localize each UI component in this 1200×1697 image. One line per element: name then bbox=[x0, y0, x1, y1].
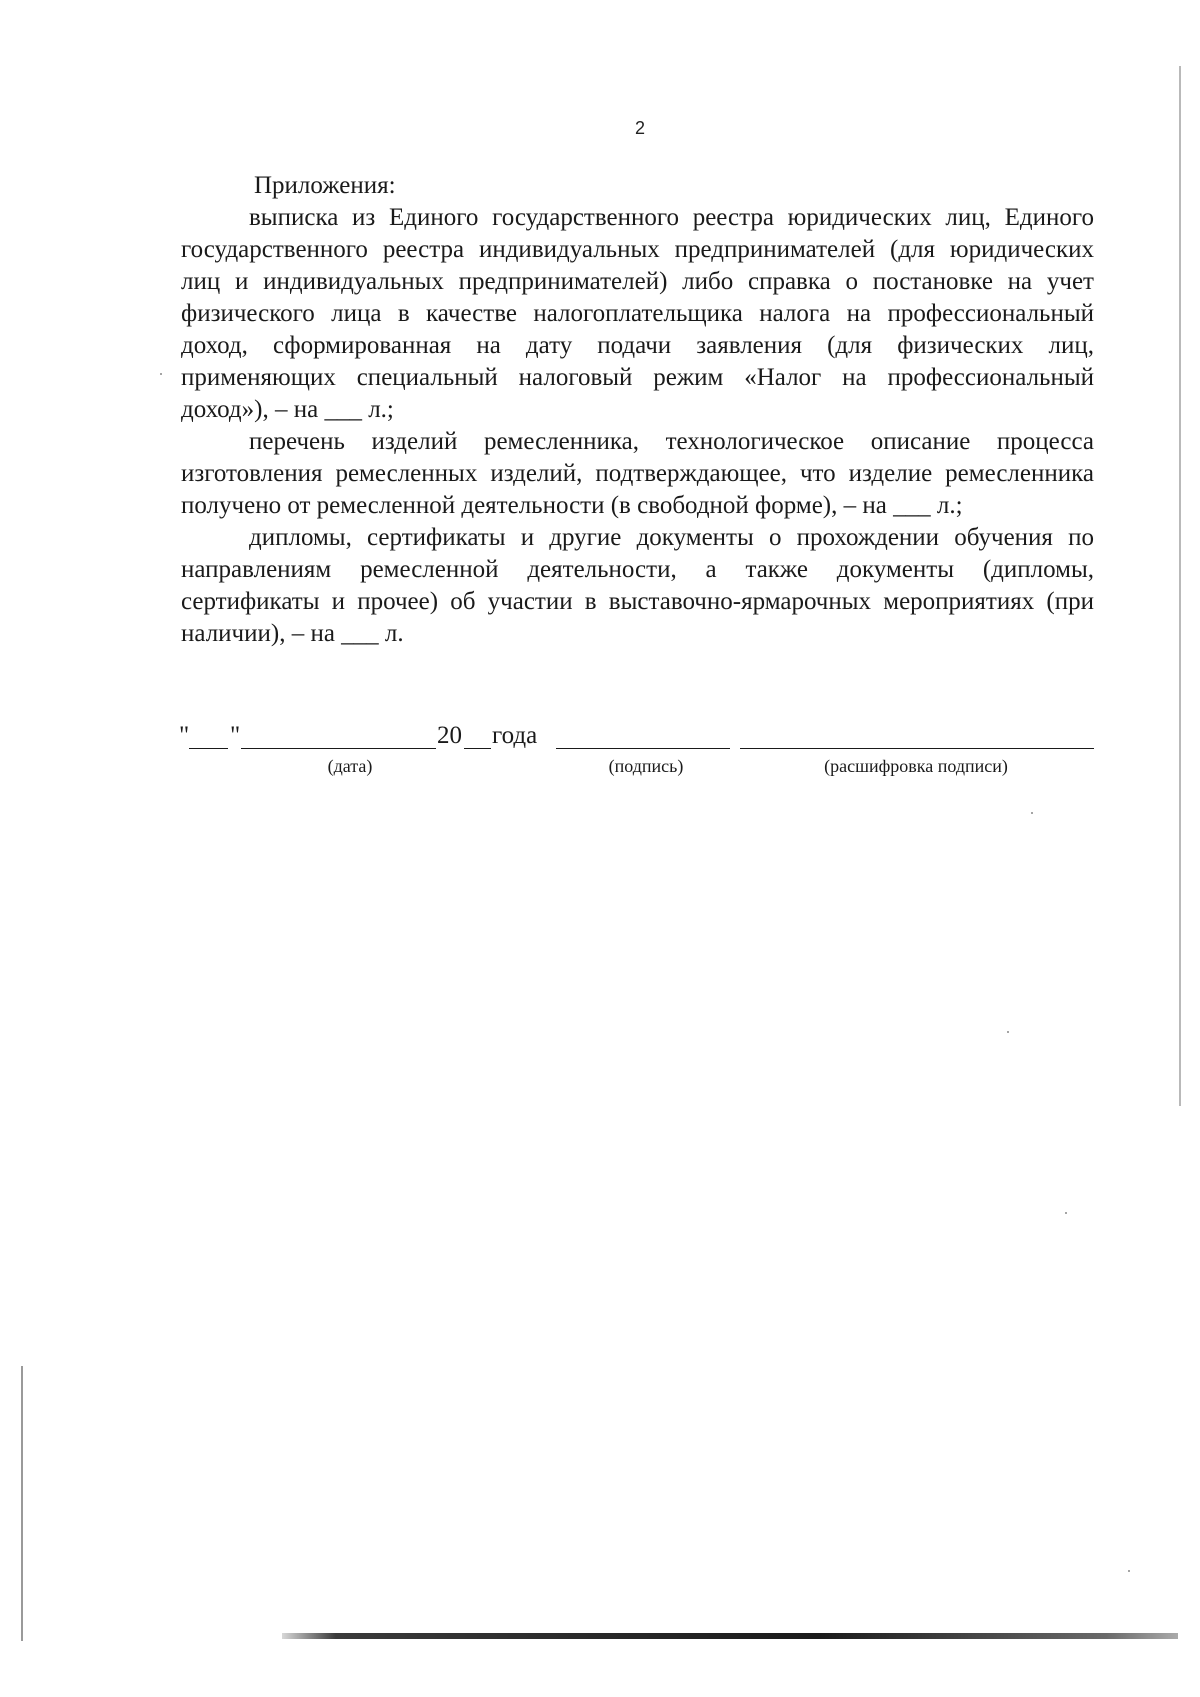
day-blank bbox=[189, 748, 228, 749]
date-caption: (дата) bbox=[327, 756, 373, 776]
page-number: 2 bbox=[634, 118, 645, 138]
year-suffix: года bbox=[492, 722, 538, 749]
appendix-item-diplomas: дипломы, сертификаты и другие документы о прохождении обучения по направлениям ремесленной деятельности, а также документы (дипломы, сертификаты и прочее) об участии в выставочно-ярмарочных мероприятиях (при наличии), – на ___ л. bbox=[181, 524, 1094, 647]
appendix-item-registry-extract: выписка из Единого государственного реестра юридических лиц, Единого государственного реестра индивидуальных предпринимателей (для юридических лиц и индивидуальных предпринимателей) либо справка о постановке на учет физического лица в качестве налогоплательщика налога на профессиональный доход, сформированная на дату подачи заявления (для физических лиц, применяющих специальный налоговый режим «Налог на профессиональный доход»), – на ___ л.; bbox=[181, 204, 1094, 423]
scan-speck bbox=[160, 373, 162, 375]
signature-caption: (подпись) bbox=[608, 756, 684, 776]
appendix-section bbox=[181, 170, 1094, 650]
year-prefix: 20 bbox=[437, 722, 462, 749]
scan-speck bbox=[1007, 1031, 1009, 1033]
scan-speck bbox=[1031, 812, 1033, 814]
scan-edge-bottom bbox=[282, 1633, 1178, 1639]
appendix-heading: Приложения: bbox=[254, 172, 396, 199]
scan-speck bbox=[1065, 1212, 1067, 1214]
appendix-item-product-list: перечень изделий ремесленника, технологическое описание процесса изготовления ремесленных изделий, подтверждающее, что изделие ремесленника получено от ремесленной деятельности (в свободной форме), – на ___ л.; bbox=[181, 428, 1094, 519]
signature-blank bbox=[556, 748, 730, 749]
scan-speck bbox=[1128, 1570, 1130, 1572]
scan-edge-left bbox=[21, 1366, 23, 1641]
date-quote-close: " bbox=[230, 722, 241, 749]
signature-decoding-blank bbox=[740, 748, 1094, 749]
scan-edge-right bbox=[1179, 66, 1181, 1106]
month-blank bbox=[241, 748, 436, 749]
year-blank bbox=[464, 748, 491, 749]
date-quote-open: " bbox=[179, 722, 190, 749]
signature-decoding-caption: (расшифровка подписи) bbox=[824, 756, 1008, 776]
